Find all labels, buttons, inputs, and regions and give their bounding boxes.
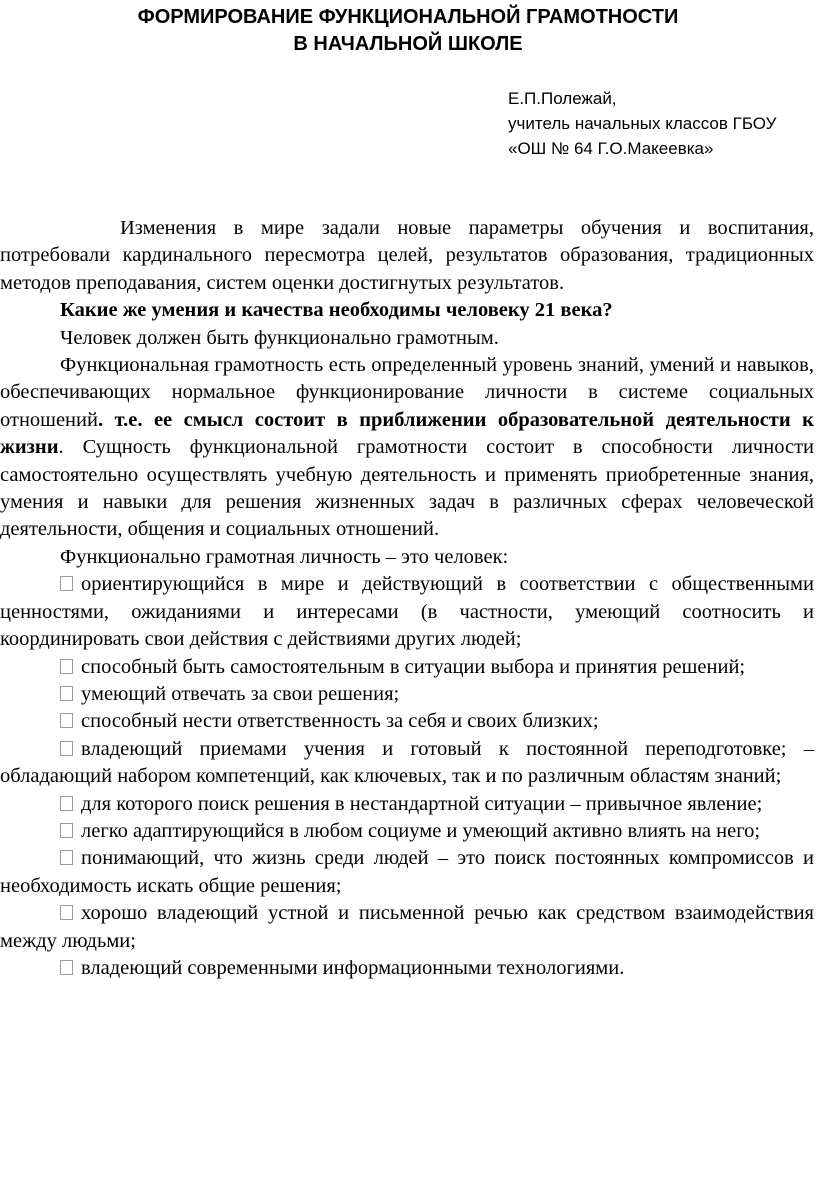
intro-paragraph: Изменения в мире задали новые параметры обучения и воспитания, потребовали кардинального пересмотра целей, результатов образования, традиционных методов преподавания, систем оценки достигнутых результатов. [0,217,814,294]
list-item [0,681,814,708]
list-item [0,955,814,982]
article-body [0,215,814,982]
definition-end: . Сущность функциональной грамотности состоит в способности личности самостоятельно осуществлять учебную деятельность и применять приобретенные знания, умения и навыки для решения жизненных задач в различных сферах человеческой деятельности, общения и социальных отношений. [0,436,814,541]
checkbox-bullet-icon [60,713,73,728]
list-item-text: владеющий современными информационными технологиями. [81,956,625,979]
list-item [0,900,814,955]
list-intro-paragraph: Функционально грамотная личность – это человек: [60,545,509,568]
author-school: «ОШ № 64 Г.О.Макеевка» [508,139,714,158]
checkbox-bullet-icon [60,823,73,838]
title-line-2: В НАЧАЛЬНОЙ ШКОЛЕ [293,33,523,55]
list-item-text: способный нести ответственность за себя и своих близких; [81,710,599,733]
list-item-text: владеющий приемами учения и готовый к постоянной переподготовке; – обладающий набором компетенций, как ключевых, так и по различным областям знаний; [0,737,814,788]
author-name: Е.П.Полежай, [508,89,617,108]
definition-start: Функциональная грамотность есть определенный уровень знаний, умений и навыков, обеспечивающих нормальное функционирование личности в системе социальных отношений [0,354,814,431]
list-item [0,736,814,791]
qualities-list [0,571,814,982]
list-item-text: умеющий отвечать за свои решения; [81,682,400,705]
list-item-text: хорошо владеющий устной и письменной речью как средством взаимодействия между людьми; [0,902,814,952]
checkbox-bullet-icon [60,741,73,756]
list-item-text: для которого поиск решения в нестандартной ситуации – привычное явление; [81,792,763,815]
definition-bold: . т.е. ее смысл состоит в приближении образовательной деятельности к жизни [0,408,814,459]
checkbox-bullet-icon [60,796,73,811]
page-title [0,4,816,58]
author-position: учитель начальных классов ГБОУ [508,114,777,133]
list-item [0,845,814,900]
list-item-text: ориентирующийся в мире и действующий в соответствии с общественными ценностями, ожиданиями и интересами (в частности, умеющий соотносить и координировать свои действия с действиями других людей; [0,573,814,651]
answer-paragraph: Человек должен быть функционально грамотным. [60,326,499,349]
checkbox-bullet-icon [60,960,73,975]
checkbox-bullet-icon [60,850,73,865]
definition-paragraph [0,352,814,544]
list-item [0,654,814,681]
checkbox-bullet-icon [60,659,73,674]
list-item [0,791,814,818]
question-paragraph: Какие же умения и качества необходимы человеку 21 века? [60,299,613,322]
checkbox-bullet-icon [60,576,73,591]
author-block [508,86,776,161]
list-item-text: способный быть самостоятельным в ситуации выбора и принятия решений; [81,655,746,678]
checkbox-bullet-icon [60,905,73,920]
list-item [0,708,814,735]
title-line-1: ФОРМИРОВАНИЕ ФУНКЦИОНАЛЬНОЙ ГРАМОТНОСТИ [137,6,679,28]
list-item-text: легко адаптирующийся в любом социуме и умеющий активно влиять на него; [81,819,761,842]
list-item [0,571,814,653]
list-item [0,818,814,845]
checkbox-bullet-icon [60,686,73,701]
list-item-text: понимающий, что жизнь среди людей – это поиск постоянных компромиссов и необходимость искать общие решения; [0,847,814,897]
